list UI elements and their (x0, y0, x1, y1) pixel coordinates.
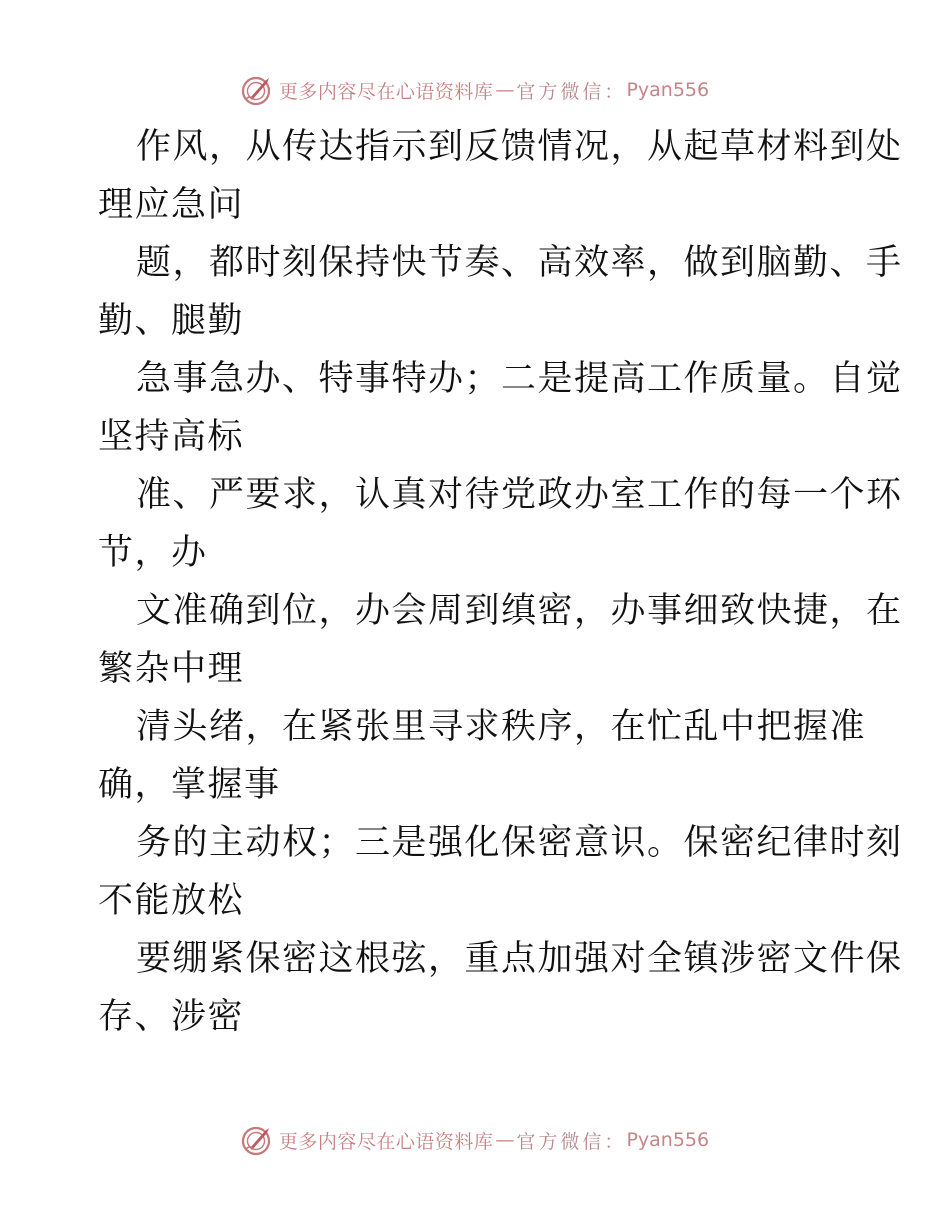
watermark-id: Pyan556 (626, 79, 710, 101)
text-line: 急事急办、特事特办；二是提高工作质量。自觉 (136, 359, 903, 399)
watermark-dash: — (495, 79, 515, 101)
watermark-main-text: 更多内容尽在心语资料库 (278, 1130, 494, 1153)
header-watermark (0, 70, 950, 110)
footer-watermark (0, 1120, 950, 1160)
pen-logo-icon (241, 73, 275, 107)
text-line: 确，掌握事 (98, 765, 281, 805)
text-line: 准、严要求，认真对待党政办室工作的每一个环 (136, 475, 903, 515)
document-body (98, 118, 903, 1046)
watermark-sub-text: 官方微信： (516, 1130, 627, 1153)
text-line: 要绷紧保密这根弦，重点加强对全镇涉密文件保 (136, 939, 903, 979)
text-line: 清头绪，在紧张里寻求秩序，在忙乱中把握准 (136, 707, 867, 747)
text-line: 不能放松 (98, 881, 245, 921)
text-line: 坚持高标 (98, 417, 245, 457)
text-line: 繁杂中理 (98, 649, 245, 689)
text-line: 存、涉密 (98, 997, 245, 1037)
pen-logo-icon (241, 1123, 275, 1157)
watermark-dash: — (495, 1129, 515, 1151)
text-line: 节，办 (98, 533, 208, 573)
watermark-main-text: 更多内容尽在心语资料库 (278, 80, 494, 103)
text-line: 题，都时刻保持快节奏、高效率，做到脑勤、手 (136, 243, 903, 283)
text-line: 文准确到位，办会周到缜密，办事细致快捷，在 (136, 591, 903, 631)
text-line: 作风，从传达指示到反馈情况，从起草材料到处 (136, 127, 903, 167)
text-line: 理应急问 (98, 185, 245, 225)
watermark-sub-text: 官方微信： (516, 80, 627, 103)
text-line: 勤、腿勤 (98, 301, 245, 341)
watermark-id: Pyan556 (626, 1129, 710, 1151)
text-line: 务的主动权；三是强化保密意识。保密纪律时刻 (136, 823, 903, 863)
